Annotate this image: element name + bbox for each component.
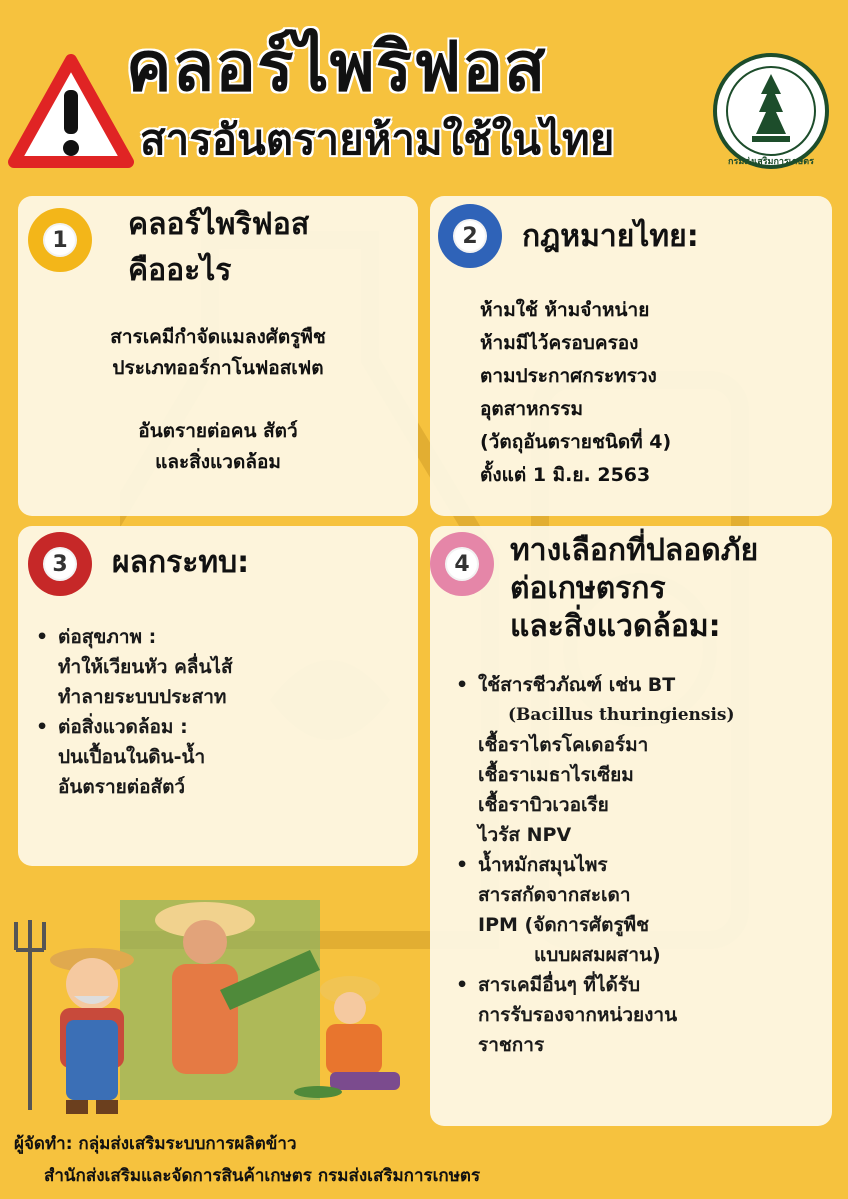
list-item: • ใช้สารชีวภัณฑ์ เช่น BT (Bacillus thuringiensis) เชื้อราไตรโคเดอร์มา เชื้อราเมธาไรเซียม เชื้อราบิวเวอเรีย ไวรัส NPV [456, 674, 735, 846]
department-seal-icon [712, 52, 830, 170]
impact-list [32, 622, 412, 802]
card-heading: และสิ่งแวดล้อม: [510, 609, 721, 644]
farmers-illustration [0, 880, 430, 1125]
description: สารเคมีกำจัดแมลงศัตรูพืช ประเภทออร์กาโนฟอสเฟต [110, 326, 326, 379]
warning-triangle-icon [8, 54, 134, 170]
number-badge: 1 [28, 208, 92, 272]
number-badge: 4 [430, 532, 494, 596]
list-item: • ต่อสุขภาพ : ทำให้เวียนหัว คลื่นไส้ ทำลายระบบประสาท [36, 626, 233, 708]
alternatives-list [452, 670, 822, 1060]
list-item: • ต่อสิ่งแวดล้อม : ปนเปื้อนในดิน-น้ำ อันตรายต่อสัตว์ [36, 716, 206, 798]
number-badge: 2 [438, 204, 502, 268]
card-heading: กฎหมายไทย: [522, 219, 699, 254]
card-heading: คลอร์ไพริฟอส [128, 207, 310, 242]
card-safe-alternatives [430, 526, 832, 1126]
card-heading: ทางเลือกที่ปลอดภัย [510, 533, 759, 568]
card-thai-law [430, 196, 832, 516]
card-heading: ผลกระทบ: [112, 545, 250, 580]
credits-line: ผู้จัดทำ: กลุ่มส่งเสริมระบบการผลิตข้าว [14, 1134, 297, 1154]
credits [14, 1128, 834, 1192]
card-what-is [18, 196, 418, 516]
page-title: คลอร์ไพริฟอส [126, 28, 547, 107]
credits-line: สำนักส่งเสริมและจัดการสินค้าเกษตร กรมส่งเสริมการเกษตร [44, 1166, 481, 1186]
seal-caption: กรมส่งเสริมการเกษตร [728, 157, 814, 167]
page-subtitle: สารอันตรายห้ามใช้ในไทย [140, 115, 615, 164]
pitchfork-icon [16, 920, 44, 1110]
card-heading: ต่อเกษตรกร [510, 571, 666, 606]
card-heading: คืออะไร [128, 253, 232, 288]
card-impact [18, 526, 418, 866]
law-text: ห้ามใช้ ห้ามจำหน่าย ห้ามมีไว้ครอบครอง ตามประกาศกระทรวง อุตสาหกรรม (วัตถุอันตรายชนิดที่ 4) ตั้งแต่ 1 มิ.ย. 2563 [480, 299, 672, 486]
list-item: • น้ำหมักสมุนไพร สารสกัดจากสะเดา IPM (จัดการศัตรูพืช แบบผสมผสาน) [456, 854, 661, 966]
list-item: • สารเคมีอื่นๆ ที่ได้รับ การรับรองจากหน่วยงาน ราชการ [456, 974, 678, 1056]
danger-note: อันตรายต่อคน สัตว์ และสิ่งแวดล้อม [138, 420, 298, 473]
number-badge: 3 [28, 532, 92, 596]
